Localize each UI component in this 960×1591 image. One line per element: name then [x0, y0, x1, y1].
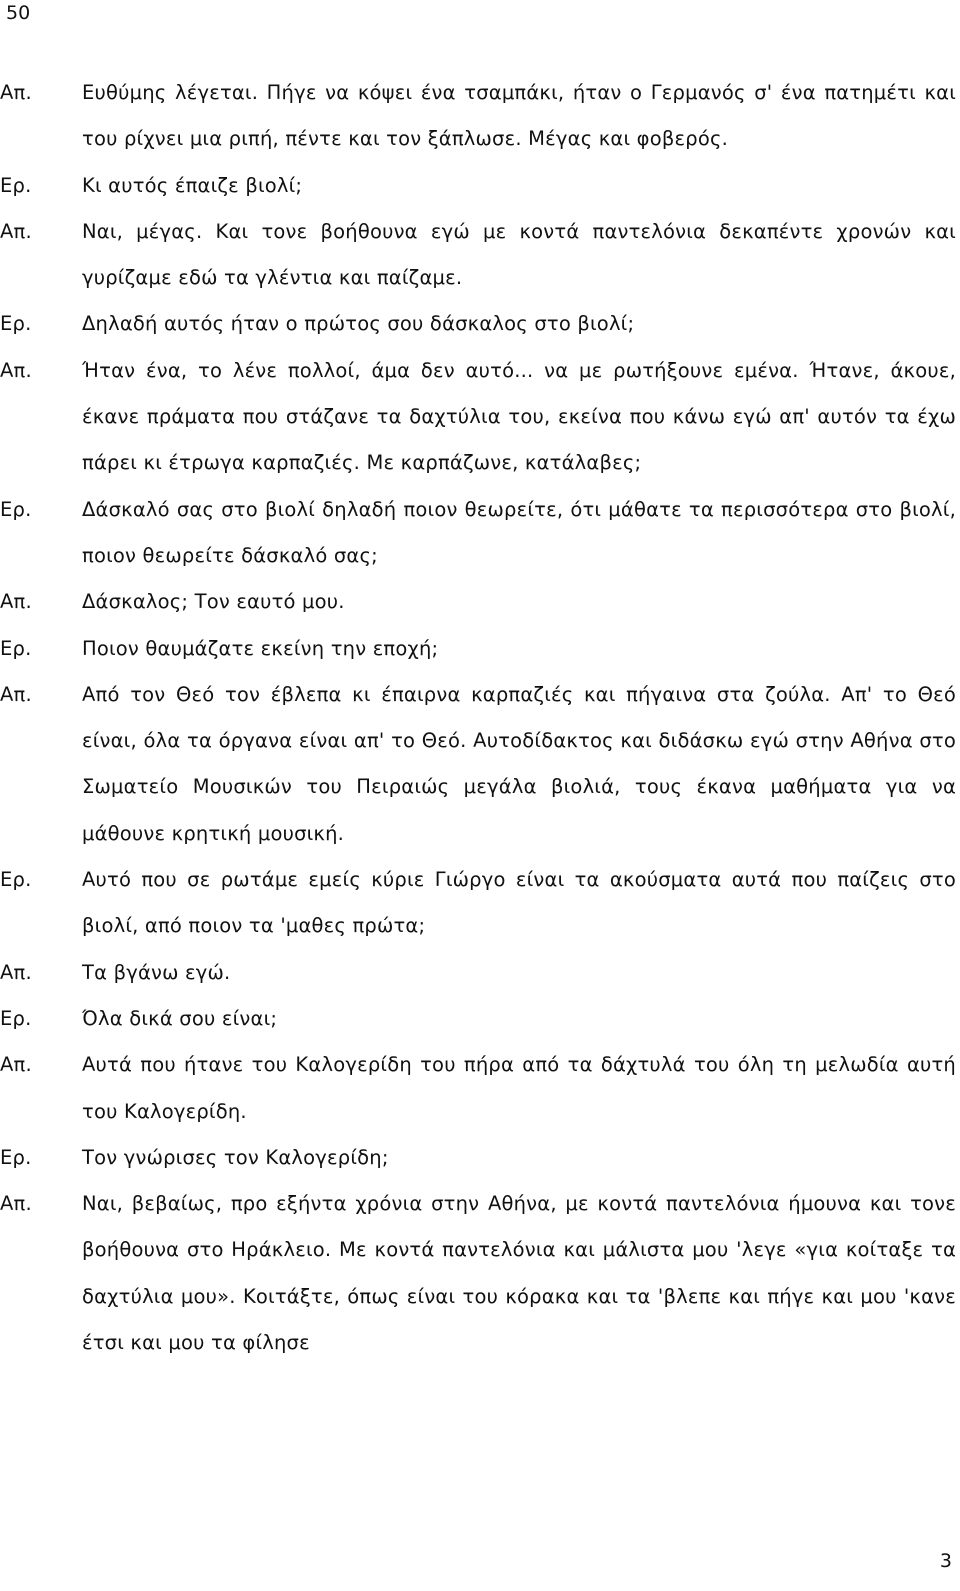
speaker-label: Ερ. [0, 1145, 32, 1169]
speaker-label: Ερ. [0, 173, 32, 197]
transcript-entry [0, 672, 956, 857]
speaker-label: Ερ. [0, 497, 32, 521]
interview-transcript [0, 70, 956, 1366]
speech-text: Ποιον θαυμάζατε εκείνη την εποχή; [82, 636, 439, 660]
speaker-label: Απ. [0, 682, 32, 706]
speaker-label: Ερ. [0, 868, 32, 892]
speech-text: Δάσκαλος; Τον εαυτό μου. [82, 590, 345, 614]
page-number-bottom: 3 [939, 1550, 952, 1572]
speech-text: Τον γνώρισες τον Καλογερίδη; [82, 1145, 389, 1169]
speech-text: Δάσκαλό σας στο βιολί δηλαδή ποιον θεωρείτε, ότι μάθατε τα περισσότερα στο βιολί, ποιον θεωρείτε δάσκαλό σας; [82, 497, 956, 567]
transcript-entry [0, 348, 956, 487]
speech-text: Από τον Θεό τον έβλεπα κι έπαιρνα καρπαζιές και πήγαινα στα ζούλα. Απ' το Θεό είναι, όλα τα όργανα είναι απ' το Θεό. Αυτοδίδακτος και διδάσκω εγώ στην Αθήνα στο Σωματείο Μουσικών του Πειραιώς μεγάλα βιολιά, τους έκανα μαθήματα για να μάθουνε κρητική μουσική. [82, 682, 956, 845]
transcript-entry [0, 1181, 956, 1366]
page-number-top: 50 [6, 2, 31, 24]
transcript-entry [0, 626, 956, 672]
speech-text: Ναι, βεβαίως, προ εξήντα χρόνια στην Αθήνα, με κοντά παντελόνια ήμουνα και τονε βοήθουνα στο Ηράκλειο. Με κοντά παντελόνια και μάλιστα μου 'λεγε «για κοίταξε τα δαχτύλια μου». Κοιτάξτε, όπως είναι του κόρακα και τα 'βλεπε και πήγε και μου 'κανε έτσι και μου τα φίλησε [82, 1192, 956, 1355]
speech-text: Αυτό που σε ρωτάμε εμείς κύριε Γιώργο είναι τα ακούσματα αυτά που παίζεις στο βιολί, από ποιον τα 'μαθες πρώτα; [82, 868, 956, 938]
speaker-label: Απ. [0, 81, 32, 104]
speech-text: Όλα δικά σου είναι; [82, 1006, 278, 1030]
speaker-label: Απ. [0, 219, 32, 243]
speech-text: Δηλαδή αυτός ήταν ο πρώτος σου δάσκαλος στο βιολί; [82, 312, 635, 336]
speaker-label: Ερ. [0, 636, 32, 660]
transcript-entry [0, 163, 956, 209]
speech-text: Ήταν ένα, το λένε πολλοί, άμα δεν αυτό... να με ρωτήξουνε εμένα. Ήτανε, άκουε, έκανε πράματα που στάζανε τα δαχτύλια του, εκείνα που κάνω εγώ απ' αυτόν τα έχω πάρει κι έτρωγα καρπαζιές. Με καρπάζωνε, κατάλαβες; [82, 358, 956, 475]
speaker-label: Ερ. [0, 312, 32, 336]
transcript-entry [0, 209, 956, 302]
transcript-entry [0, 1042, 956, 1135]
speaker-label: Απ. [0, 1192, 32, 1216]
speech-text: Αυτά που ήτανε του Καλογερίδη του πήρα από τα δάχτυλά του όλη τη μελωδία αυτή του Καλογερίδη. [82, 1053, 956, 1123]
transcript-entry [0, 950, 956, 996]
speech-text: Ναι, μέγας. Και τονε βοήθουνα εγώ με κοντά παντελόνια δεκαπέντε χρονών και γυρίζαμε εδώ τα γλέντια και παίζαμε. [82, 219, 956, 290]
speech-text: Κι αυτός έπαιζε βιολί; [82, 173, 303, 197]
speaker-label: Ερ. [0, 1006, 32, 1030]
transcript-entry [0, 579, 956, 625]
speaker-label: Απ. [0, 1053, 32, 1077]
transcript-entry [0, 70, 956, 163]
transcript-entry [0, 301, 956, 347]
transcript-entry [0, 857, 956, 950]
speaker-label: Απ. [0, 590, 32, 614]
speaker-label: Απ. [0, 358, 32, 382]
speaker-label: Απ. [0, 960, 32, 984]
speech-text: Ευθύμης λέγεται. Πήγε να κόψει ένα τσαμπάκι, ήταν ο Γερμανός σ' ένα πατημέτι και του ρίχνει μια ριπή, πέντε και τον ξάπλωσε. Μέγας και φοβερός. [82, 81, 956, 151]
speech-text: Τα βγάνω εγώ. [82, 960, 231, 984]
transcript-entry [0, 1135, 956, 1181]
transcript-entry [0, 487, 956, 580]
transcript-entry [0, 996, 956, 1042]
